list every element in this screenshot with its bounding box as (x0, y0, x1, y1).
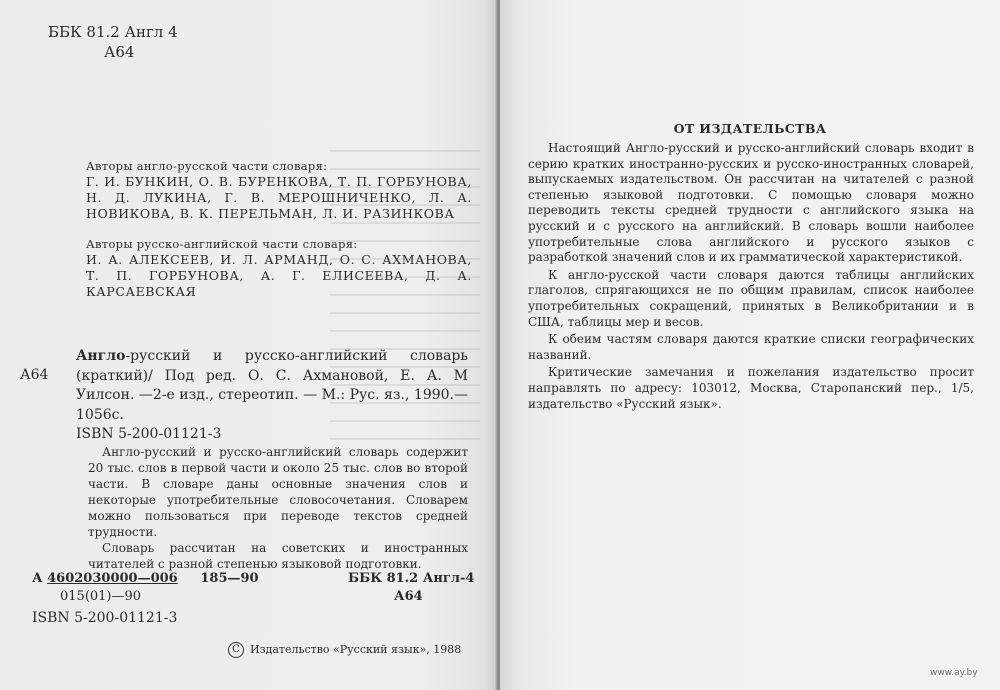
annotation (88, 444, 468, 572)
authors-en-heading: Авторы англо-русской части словаря: (86, 159, 328, 173)
left-page (0, 0, 497, 690)
barcode-bottom: 015(01)—90 (60, 589, 142, 604)
authors-ru-names: И. А. АЛЕКСЕЕВ, И. Л. АРМАНД, О. С. АХМАНОВА, Т. П. ГОРБУНОВА, А. Г. ЕЛИСЕЕВА, Д. А. КАРСАЕВСКАЯ (86, 252, 472, 299)
catalog-code: А64 (20, 367, 49, 383)
annotation-paragraph: Англо-русский и русско-английский словарь содержит 20 тыс. слов в первой части и около 25 тыс. слов во второй части. В словаре даны основные значения слов и некоторые употребительные словосочетания. Словарем можно пользоваться при переводе текстов средней трудности. (88, 445, 468, 539)
authors-russian-part (86, 236, 472, 300)
watermark: www.ay.by (930, 668, 978, 678)
bbk-top-line1: ББК 81.2 Англ 4 (48, 23, 178, 41)
bbk-bottom-line2: А64 (394, 589, 423, 604)
publication-code (32, 570, 259, 606)
catalog-text: -русский и русско-английский словарь (краткий)/ Под ред. О. С. Ахмановой, Е. А. М Уилсон. —2-е изд., стереотип. — М.: Рус. яз., 1990.—1056с. (76, 348, 468, 423)
bbk-bottom-line1: ББК 81.2 Англ-4 (348, 571, 475, 586)
publisher-paragraph: К англо-русской части словаря даются таблицы английских глаголов, спрягающихся не по общим правилам, список наиболее употребительных сокращений, принятых в Великобритании и в США, таблицы мер и весов. (528, 267, 974, 329)
publisher-heading: ОТ ИЗДАТЕЛЬСТВА (673, 121, 827, 136)
copyright-icon: С (228, 642, 244, 658)
isbn-bottom: ISBN 5-200-01121-3 (32, 610, 178, 626)
copyright-text: Издательство «Русский язык», 1988 (250, 643, 462, 656)
publisher-paragraph: Критические замечания и пожелания издательство просит направлять по адресу: 103012, Москва, Старопанский пер., 1/5, издательство «Русский язык». (528, 365, 974, 411)
barcode-top: 4602030000—006 (47, 571, 178, 586)
catalog-isbn: ISBN 5-200-01121-3 (76, 426, 222, 442)
publisher-paragraph: К обеим частям словаря даются краткие списки географических названий. (528, 332, 974, 362)
annotation-paragraph: Словарь рассчитан на советских и иностранных читателей с разной степенью языковой подготовки. (88, 541, 468, 571)
publisher-paragraph: Настоящий Англо-русский и русско-английский словарь входит в серию кратких иностранно-русских и русско-иностранных словарей, выпускаемых издательством. Он рассчитан на читателей с разной степенью языковой подготовки. С помощью словаря можно переводить тексты средней трудности с английского языка на русский и с русского на английский. В словарь вошли наиболее употребительные слова английского и русского языков с разработкой значений слов и их грамматической характеристикой. (528, 141, 974, 265)
authors-english-part (86, 158, 472, 222)
catalog-entry (76, 347, 468, 445)
barcode-right: 185—90 (200, 571, 259, 586)
catalog-title-bold: Англо (76, 348, 126, 364)
copyright-line (228, 642, 461, 658)
bbk-top (48, 22, 178, 62)
bbk-top-line2: А64 (104, 43, 135, 61)
authors-ru-heading: Авторы русско-английской части словаря: (86, 237, 358, 251)
publisher-note (528, 141, 974, 414)
authors-en-names: Г. И. БУНКИН, О. В. БУРЕНКОВА, Т. П. ГОРБУНОВА, Н. Д. ЛУКИНА, Г. В. МЕРОШНИЧЕНКО, Л. А. НОВИКОВА, В. К. ПЕРЕЛЬМАН, Л. И. РАЗИНКОВА (86, 174, 472, 221)
barcode-prefix: А (32, 571, 48, 586)
bbk-bottom (348, 570, 474, 606)
